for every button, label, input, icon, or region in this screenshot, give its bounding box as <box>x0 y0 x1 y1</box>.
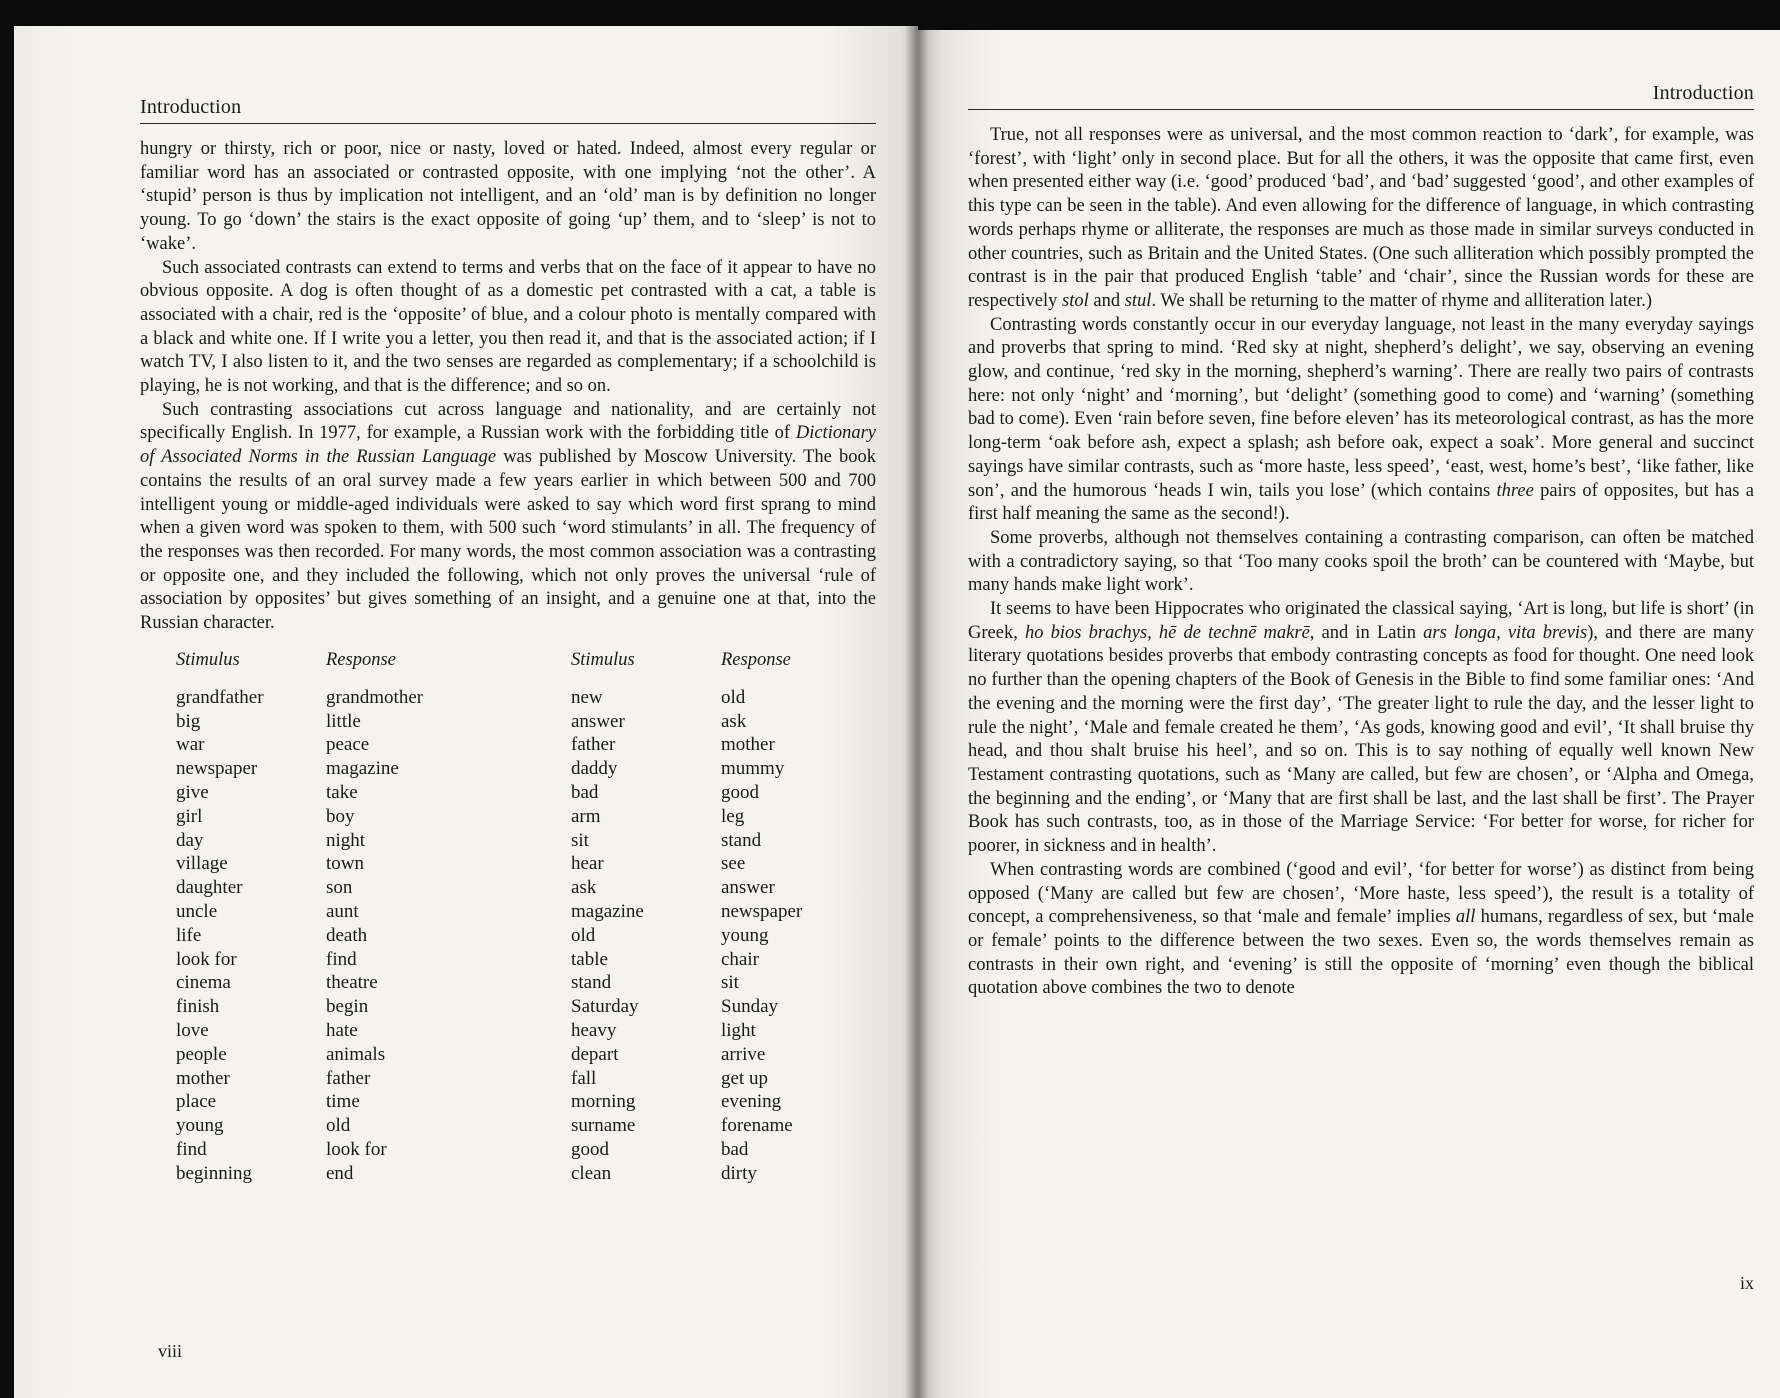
table-cell: place <box>176 1091 217 1113</box>
table-cell: dirty <box>721 1162 757 1184</box>
table-cell: people <box>176 1043 227 1065</box>
table-cell: stand <box>721 829 762 851</box>
table-cell: sit <box>571 829 589 851</box>
latin-phrase: ars longa, vita brevis <box>1423 622 1588 643</box>
text-run: Contrasting words constantly occur in our everyday language, not least in the many everyday sayings and proverbs that spring to mind. ‘Red sky at night, shepherd’s delight’, we say, observing an evening glow, and continue, ‘red sky in the morning, shepherd’s warning’. There are really two pairs of contrasts here: not only ‘night’ and ‘morning’, but ‘delight’ (something good to come) and ‘warning’ (something bad to come). Even ‘rain before seven, fine before eleven’ has its meteorological contrast, as has the more long-term ‘oak before ash, expect a splash; ash before oak, expect a soak’. More general and succinct sayings have similar contrasts, such as ‘more haste, less speed’, ‘east, west, home’s best’, ‘like father, like son’, and the humorous ‘heads I win, tails you lose’ (which contains <box>968 314 1754 501</box>
table-cell: arrive <box>721 1043 766 1065</box>
text-run: ), and there are many literary quotations besides proverbs that embody contrasting concepts as food for thought. One need look no further than the opening chapters of the Book of Genesis in the Bible to find some familiar ones: ‘And the evening and the morning were the first day’, ‘The greater light to rule the day, and the lesser light to rule the night’, ‘Male and female created he them’, ‘As gods, knowing good and evil’, ‘It shall bruise thy head, and thou shalt bruise his heel’, and so on. This is to say nothing of equally well known New Testament contrasting quotations, such as ‘Many are called, but few are chosen’, or ‘Alpha and Omega, the beginning and the ending’, or ‘Many that are first shall be last, and the last shall be first’. The Prayer Book has such contrasts, too, as in those of the Marriage Service: ‘For better for worse, for richer for poorer, in sickness and in health’. <box>968 622 1754 857</box>
table-cell: old <box>571 924 596 946</box>
table-cell: grandfather <box>176 686 264 708</box>
stimulus-response-table <box>176 650 876 1186</box>
right-page <box>918 30 1780 1398</box>
response-column-2 <box>721 686 911 1186</box>
gutter-shadow <box>905 26 929 1398</box>
table-cell: day <box>176 829 204 851</box>
table-cell: night <box>326 829 366 851</box>
table-cell: ask <box>721 710 747 732</box>
table-cell: arm <box>571 805 601 827</box>
table-cell: Sunday <box>721 996 778 1018</box>
table-cell: father <box>571 734 616 756</box>
table-cell: old <box>721 686 746 708</box>
text-run: pairs of opposites, but has a first half meaning the same as the second!). <box>968 480 1754 525</box>
column-header: Response <box>326 649 396 670</box>
italic-word: stol <box>1062 290 1089 311</box>
table-cell: ask <box>571 877 597 899</box>
table-cell: depart <box>571 1043 619 1065</box>
table-cell: get up <box>721 1067 768 1089</box>
table-cell: war <box>176 734 205 756</box>
text-run: and <box>1088 290 1125 311</box>
paragraph: hungry or thirsty, rich or poor, nice or nasty, loved or hated. Indeed, almost every regular or familiar word has an associated or contrasted opposite, with one implying ‘not the other’. A ‘stupid’ person is thus by implication not intelligent, and an ‘old’ man is by definition no longer young. To go ‘down’ the stairs is the exact opposite of going ‘up’ them, and to ‘sleep’ is not to ‘wake’. <box>140 139 876 254</box>
table-cell: village <box>176 853 228 875</box>
table-cell: theatre <box>326 972 378 994</box>
stimulus-column-2 <box>571 686 721 1186</box>
text-run: It seems to have been Hippocrates who originated the classical saying, ‘Art is long, but life is short’ (in Greek, <box>968 599 1754 643</box>
table-cell: fall <box>571 1067 597 1089</box>
text-run: , and in Latin <box>1309 622 1424 643</box>
table-cell: chair <box>721 948 759 970</box>
table-cell: death <box>326 924 368 946</box>
table-cell: young <box>721 924 769 946</box>
table-cell: newspaper <box>721 900 803 922</box>
table-cell: light <box>721 1019 756 1041</box>
table-cell: big <box>176 710 201 732</box>
column-header: Stimulus <box>571 649 635 670</box>
table-cell: end <box>326 1162 354 1184</box>
text-run: humans, regardless of sex, but ‘male or female’ points to the difference between the two sexes. Even so, the words themselves remain as contrasts in their own right, and ‘evening’ is still the opposite of ‘morning’ even though the biblical quotation above combines the two to denote <box>968 907 1754 999</box>
table-cell: life <box>176 924 202 946</box>
table-cell: little <box>326 710 361 732</box>
table-cell: animals <box>326 1043 386 1065</box>
table-cell: town <box>326 853 364 875</box>
paragraph <box>968 314 1754 527</box>
table-cell: good <box>721 781 759 803</box>
table-cell: old <box>326 1115 351 1137</box>
table-cell: mother <box>176 1067 230 1089</box>
table-cell: cinema <box>176 972 231 994</box>
table-cell: good <box>571 1138 609 1160</box>
table-cell: son <box>326 877 353 899</box>
table-cell: see <box>721 853 746 875</box>
table-cell: begin <box>326 996 369 1018</box>
table-cell: find <box>176 1138 207 1160</box>
page-number: ix <box>1739 1273 1754 1293</box>
table-cell: morning <box>571 1091 636 1113</box>
table-cell: uncle <box>176 900 218 922</box>
italic-word: three <box>1496 480 1534 501</box>
table-cell: daddy <box>571 758 618 780</box>
table-cell: hear <box>571 853 604 875</box>
table-cell: stand <box>571 972 612 994</box>
table-cell: answer <box>571 710 625 732</box>
table-cell: love <box>176 1019 209 1041</box>
greek-phrase: ho bios brachys, hē de technē makrē <box>1024 622 1310 643</box>
table-cell: beginning <box>176 1162 252 1184</box>
column-header: Response <box>721 649 791 670</box>
table-cell: newspaper <box>176 758 258 780</box>
paragraph: Such associated contrasts can extend to terms and verbs that on the face of it appear to have no obvious opposite. A dog is often thought of as a domestic pet contrasted with a cat, a table is associated with a chair, red is the ‘opposite’ of blue, and a colour photo is mentally compared with a black and white one. If I write you a letter, you then read it, and that is the associated action; if I watch TV, I also listen to it, and the two senses are regarded as complementary; if a schoolchild is playing, he is not working, and that is the difference; and so on. <box>140 257 876 397</box>
table-cell: sit <box>721 972 739 994</box>
table-cell: Saturday <box>571 996 639 1018</box>
running-head: Introduction <box>968 82 1754 110</box>
table-cell: father <box>326 1067 371 1089</box>
text-run: Such contrasting associations cut across language and nationality, and are certainly not specifically English. In 1977, for example, a Russian work with the forbidding title of <box>140 399 876 444</box>
italic-word: all <box>1455 907 1476 928</box>
running-head: Introduction <box>140 96 876 124</box>
text-run: When contrasting words are combined (‘good and evil’, ‘for better for worse’) as distinct from being opposed (‘Many are called but few are chosen’, ‘More haste, less speed’), the result is a totality of concept, a comprehensiveness, so that ‘male and female’ implies <box>968 859 1754 928</box>
table-cell: look for <box>326 1138 387 1160</box>
table-cell: time <box>326 1091 360 1113</box>
table-cell: boy <box>326 805 355 827</box>
table-cell: find <box>326 948 357 970</box>
table-cell: mummy <box>721 758 785 780</box>
table-cell: bad <box>571 781 599 803</box>
table-cell: girl <box>176 805 203 827</box>
table-cell: give <box>176 781 209 803</box>
table-cell: look for <box>176 948 237 970</box>
text-run: . We shall be returning to the matter of rhyme and alliteration later.) <box>1151 290 1653 311</box>
text-run: True, not all responses were as universal, and the most common reaction to ‘dark’, for example, was ‘forest’, with ‘light’ only in second place. But for all the others, it was the opposite that came first, even when presented either way (i.e. ‘good’ produced ‘bad’, and ‘bad’ suggested ‘good’, and other examples of this type can be seen in the table). And even allowing for the difference of language, in which contrasting words perhaps rhyme or alliterate, the responses are much as those made in similar surveys conducted in other countries, such as Britain and the United States. (One such alliteration which possibly prompted the contrast is in the pair that produced English ‘table’ and ‘chair’, since the Russian words for these are respectively <box>968 125 1754 311</box>
table-cell: forename <box>721 1115 793 1137</box>
paragraph <box>968 124 1754 314</box>
book-title-italic: Dictionary of Associated Norms in the Russian Language <box>140 423 876 468</box>
table-cell: evening <box>721 1091 782 1113</box>
left-page <box>14 26 918 1398</box>
table-cell: answer <box>721 877 775 899</box>
table-cell: table <box>571 948 608 970</box>
table-cell: surname <box>571 1115 636 1137</box>
paragraph <box>140 399 876 636</box>
paragraph: Some proverbs, although not themselves containing a contrasting comparison, can often be matched with a contradictory saying, so that ‘Too many cooks spoil the broth’ can be countered with ‘Maybe, but many hands make light work’. <box>968 527 1754 596</box>
text-run: was published by Moscow University. The book contains the results of an oral survey made a few years earlier in which between 500 and 700 intelligent young or middle-aged individuals were asked to say which word first sprang to mind when a given word was spoken to them, with 500 such ‘word stimulants’ in all. The frequency of the responses was then recorded. For many words, the most common association was a contrasting or opposite one, and they included the following, which not only proves the universal ‘rule of association by opposites’ but gives something of an insight, and a genuine one at that, into the Russian character. <box>140 447 876 634</box>
table-cell: new <box>571 686 603 708</box>
table-cell: peace <box>326 734 370 756</box>
column-header: Stimulus <box>176 649 240 670</box>
table-cell: daughter <box>176 877 243 899</box>
italic-word: stul <box>1124 290 1152 311</box>
table-cell: bad <box>721 1138 749 1160</box>
table-cell: grandmother <box>326 686 424 708</box>
table-cell: clean <box>571 1162 612 1184</box>
table-cell: young <box>176 1115 224 1137</box>
page-number: viii <box>158 1341 183 1361</box>
response-column-1 <box>326 686 571 1186</box>
table-cell: heavy <box>571 1019 617 1041</box>
table-cell: finish <box>176 996 220 1018</box>
table-cell: take <box>326 781 358 803</box>
table-cell: aunt <box>326 900 359 922</box>
table-cell: leg <box>721 805 745 827</box>
table-cell: hate <box>326 1019 358 1041</box>
table-cell: magazine <box>571 900 644 922</box>
stimulus-column-1 <box>176 686 326 1186</box>
table-cell: magazine <box>326 758 399 780</box>
paragraph <box>968 859 1754 1001</box>
paragraph <box>968 598 1754 859</box>
table-cell: mother <box>721 734 775 756</box>
